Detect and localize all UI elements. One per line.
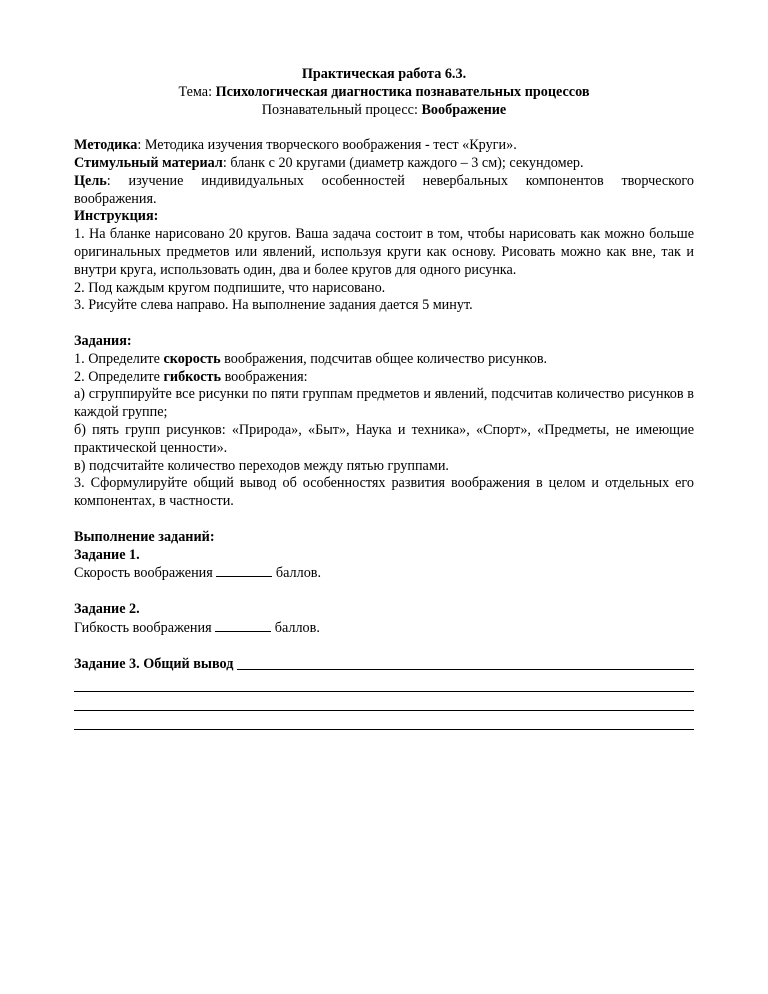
conclusion-blank-4[interactable] [74, 713, 694, 730]
conclusion-blank-2[interactable] [74, 675, 694, 692]
document-page [74, 66, 694, 730]
flexibility-score-blank[interactable] [215, 619, 271, 632]
flexibility-answer-line: Гибкость воображения баллов. [74, 619, 320, 636]
stimulus-line: Стимульный материал: бланк с 20 кругами (диаметр каждого – 3 см); секундомер. [74, 154, 584, 171]
method-line: Методика: Методика изучения творческого воображения - тест «Круги». [74, 137, 517, 154]
execution-heading: Выполнение заданий: [74, 528, 215, 545]
task-2: 2. Определите гибкость воображения: [74, 368, 308, 385]
task-2c: в) подсчитайте количество переходов между пятью группами. [74, 457, 449, 474]
topic-line: Тема: Психологическая диагностика познавательных процессов [178, 83, 590, 100]
instruction-item-1: 1. На бланке нарисовано 20 кругов. Ваша задача состоит в том, чтобы нарисовать как можно больше оригинальных предметов или явлений, используя круги как основу. Рисовать можно как вне, так и внутри круга, использовать один, два и более кругов для одного рисунка. [74, 226, 694, 278]
execution-task3-heading: Задание 3. Общий вывод [74, 655, 234, 672]
process-line: Познавательный процесс: Воображение [261, 101, 507, 118]
tasks-heading: Задания: [74, 332, 132, 349]
instruction-item-3: 3. Рисуйте слева направо. На выполнение задания дается 5 минут. [74, 297, 473, 314]
task-2b: б) пять групп рисунков: «Природа», «Быт», Наука и техника», «Спорт», «Предметы, не имеющие практической ценности». [74, 421, 694, 456]
task-2a: а) сгруппируйте все рисунки по пяти группам предметов и явлений, подсчитав количество рисунков в каждой группе; [74, 386, 694, 421]
task-1: 1. Определите скорость воображения, подсчитав общее количество рисунков. [74, 350, 548, 367]
speed-answer-line: Скорость воображения баллов. [74, 565, 322, 582]
conclusion-line [74, 655, 694, 673]
instruction-heading: Инструкция: [74, 208, 159, 225]
speed-score-blank[interactable] [216, 564, 272, 577]
instruction-item-2: 2. Под каждым кругом подпишите, что нарисовано. [74, 279, 386, 296]
conclusion-blank-3[interactable] [74, 694, 694, 711]
goal-line: Цель: изучение индивидуальных особенностей невербальных компонентов творческого воображения. [74, 172, 694, 207]
task-3: 3. Сформулируйте общий вывод об особенностях развития воображения в целом и отдельных его компонентах, в частности. [74, 475, 694, 510]
execution-task1-heading: Задание 1. [74, 546, 140, 563]
document-title: Практическая работа 6.3. [301, 66, 467, 82]
conclusion-blank-1[interactable] [237, 655, 694, 670]
execution-task2-heading: Задание 2. [74, 600, 140, 617]
